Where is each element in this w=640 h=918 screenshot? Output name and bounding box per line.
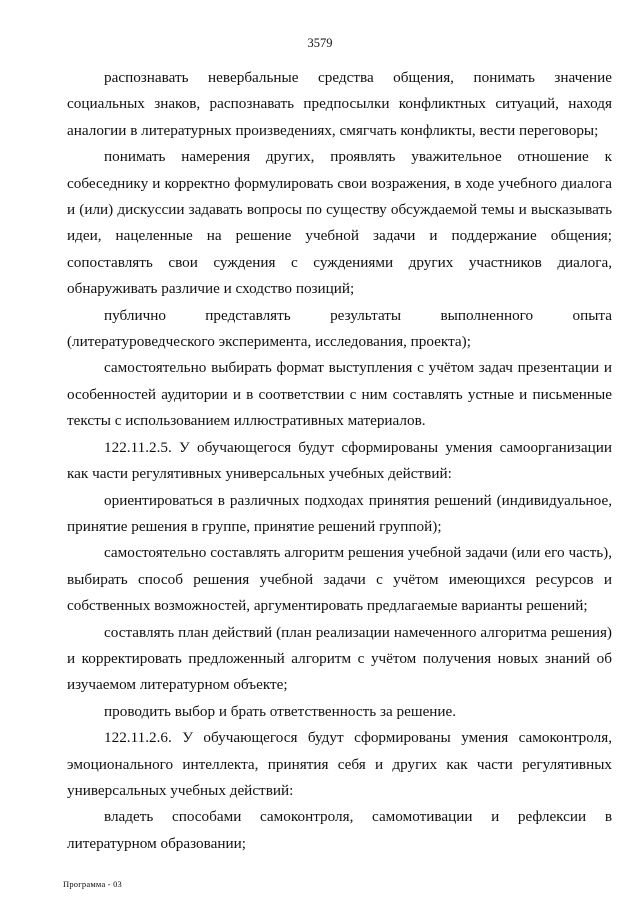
- paragraph: проводить выбор и брать ответственность за решение.: [104, 702, 457, 720]
- paragraph: публично представлять результаты выполненного опыта (литературоведческого эксперимента, исследования, проекта);: [67, 306, 612, 351]
- paragraph: самостоятельно составлять алгоритм решения учебной задачи (или его часть), выбирать способ решения учебной задачи с учётом имеющихся ресурсов и собственных возможностей, аргументировать предлагаемые варианты решений;: [67, 544, 612, 615]
- paragraph: составлять план действий (план реализации намеченного алгоритма решения) и корректировать предложенный алгоритм с учётом получения новых знаний об изучаемом литературном объекте;: [67, 623, 612, 694]
- page-number: 3579: [307, 36, 333, 50]
- footer-label: Программа - 03: [63, 879, 123, 889]
- paragraph: самостоятельно выбирать формат выступления с учётом задач презентации и особенностей аудитории и в соответствии с ним составлять устные и письменные тексты с использованием иллюстративных материалов.: [67, 359, 612, 430]
- document-body: [67, 65, 612, 857]
- section-heading-paragraph: 122.11.2.5. У обучающегося будут сформированы умения самоорганизации как части регулятивных универсальных учебных действий:: [67, 438, 612, 483]
- section-heading-paragraph: 122.11.2.6. У обучающегося будут сформированы умения самоконтроля, эмоционального интеллекта, принятия себя и других как части регулятивных универсальных учебных действий:: [67, 729, 612, 799]
- paragraph: владеть способами самоконтроля, самомотивации и рефлексии в литературном образовании;: [67, 808, 612, 852]
- paragraph: ориентироваться в различных подходах принятия решений (индивидуальное, принятие решения в группе, принятие решений группой);: [67, 491, 612, 535]
- paragraph: распознавать невербальные средства общения, понимать значение социальных знаков, распознавать предпосылки конфликтных ситуаций, находя аналогии в литературных произведениях, смягчать конфликты, вести переговоры;: [67, 69, 612, 139]
- paragraph: понимать намерения других, проявлять уважительное отношение к собеседнику и корректно формулировать свои возражения, в ходе учебного диалога и (или) дискуссии задавать вопросы по существу обсуждаемой темы и высказывать идеи, нацеленные на решение учебной задачи и поддержание общения; сопоставлять свои суждения с суждениями других участников диалога, обнаруживать различие и сходство позиций;: [67, 148, 612, 298]
